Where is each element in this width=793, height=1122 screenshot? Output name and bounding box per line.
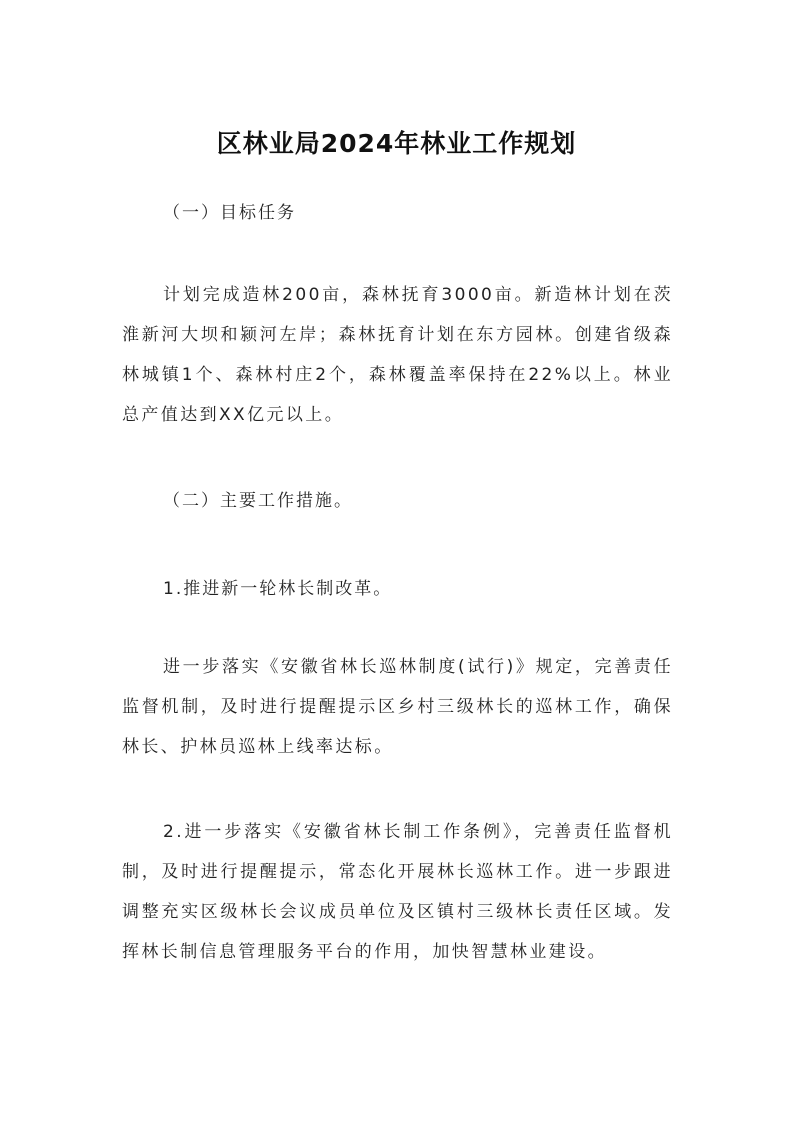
- section-heading-measures: （二）主要工作措施。: [163, 491, 353, 511]
- document-title: 区林业局2024年林业工作规划: [216, 129, 577, 158]
- paragraph-goals: 计划完成造林200亩，森林抚育3000亩。新造林计划在茨淮新河大坝和颍河左岸；森林抚育计划在东方园林。创建省级森林城镇1个、森林村庄2个，森林覆盖率保持在22%以上。林业总产值达到XX亿元以上。: [122, 285, 673, 425]
- item-heading-reform: 1.推进新一轮林长制改革。: [163, 579, 393, 599]
- paragraph-regulation: 2.进一步落实《安徽省林长制工作条例》，完善责任监督机制，及时进行提醒提示，常态化开展林长巡林工作。进一步跟进调整充实区级林长会议成员单位及区镇村三级林长责任区域。发挥林长制信息管理服务平台的作用，加快智慧林业建设。: [122, 822, 673, 962]
- paragraph-reform: 进一步落实《安徽省林长巡林制度(试行)》规定，完善责任监督机制，及时进行提醒提示区乡村三级林长的巡林工作，确保林长、护林员巡林上线率达标。: [122, 657, 673, 757]
- section-heading-goals: （一）目标任务: [163, 203, 296, 223]
